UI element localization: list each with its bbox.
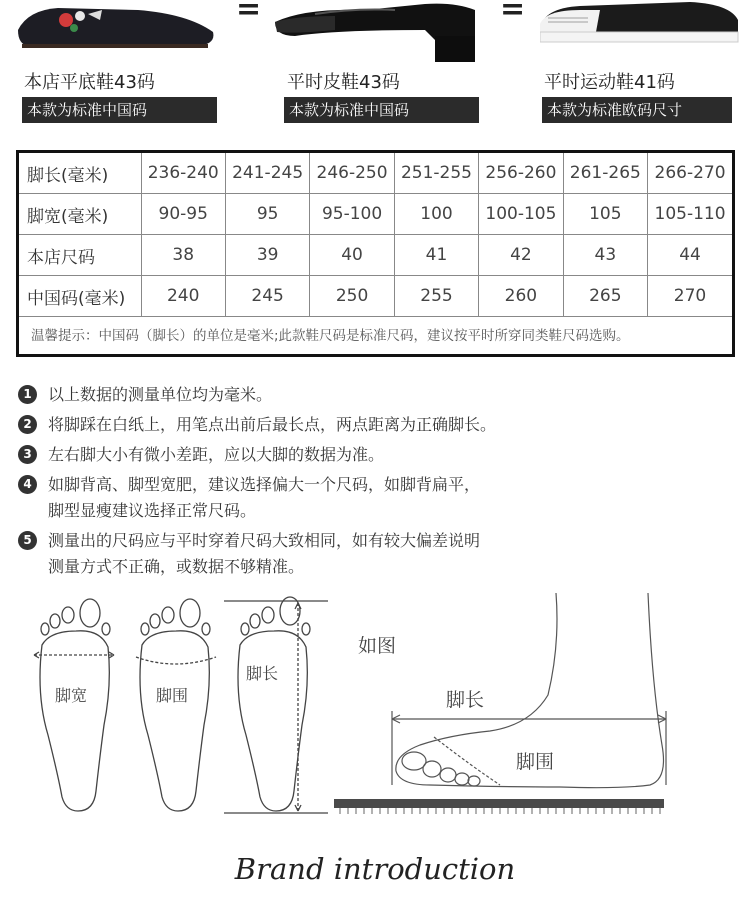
- label-foot-width: 脚宽: [55, 686, 88, 705]
- table-cell: 40: [310, 235, 394, 276]
- table-cell: 241-245: [225, 153, 309, 194]
- table-cell: 265: [563, 276, 647, 317]
- measurement-notes: [18, 382, 718, 584]
- table-cell: 41: [394, 235, 478, 276]
- note-item: [18, 528, 718, 580]
- equals-sign-1: =: [236, 0, 262, 27]
- note-number-icon: 4: [18, 475, 37, 494]
- table-cell: 250: [310, 276, 394, 317]
- foot-measure-illustration: [0, 585, 750, 825]
- footprint-length: [224, 597, 328, 813]
- table-row: [19, 153, 732, 194]
- label-foot-length: 脚长: [246, 664, 279, 683]
- table-cell: 38: [141, 235, 225, 276]
- table-cell: 39: [225, 235, 309, 276]
- ruler-bar: [334, 799, 664, 808]
- row-header: 中国码(毫米): [19, 276, 141, 317]
- table-cell: 266-270: [648, 153, 732, 194]
- table-cell: 105-110: [648, 194, 732, 235]
- table-row: [19, 276, 732, 317]
- leather-shoe-image: [275, 0, 480, 62]
- size-chart-table: [16, 150, 735, 357]
- table-cell: 245: [225, 276, 309, 317]
- table-cell: 255: [394, 276, 478, 317]
- equals-sign-2: =: [500, 0, 526, 27]
- note-text: 测量方式不正确，或数据不够精准。: [48, 557, 305, 576]
- table-cell: 44: [648, 235, 732, 276]
- row-header: 脚长(毫米): [19, 153, 141, 194]
- ruler-ticks: [340, 808, 660, 814]
- table-cell: 251-255: [394, 153, 478, 194]
- table-cell: 256-260: [479, 153, 563, 194]
- note-item: [18, 472, 718, 524]
- brand-introduction-title: Brand introduction: [234, 852, 516, 886]
- note-text: 将脚踩在白纸上，用笔点出前后最长点，两点距离为正确脚长。: [48, 415, 497, 434]
- shoe-comparison: [0, 0, 750, 130]
- note-number-icon: 2: [18, 415, 37, 434]
- row-header: 本店尺码: [19, 235, 141, 276]
- table-cell: 95: [225, 194, 309, 235]
- shoe-tag-3: 本款为标准欧码尺寸: [542, 97, 732, 123]
- table-cell: 90-95: [141, 194, 225, 235]
- shoe-title-3: 平时运动鞋41码: [544, 72, 675, 93]
- shoe-title-1: 本店平底鞋43码: [24, 72, 155, 93]
- table-cell: 261-265: [563, 153, 647, 194]
- shoe-title-2: 平时皮鞋43码: [287, 72, 400, 93]
- table-cell: 105: [563, 194, 647, 235]
- table-cell: 236-240: [141, 153, 225, 194]
- note-number-icon: 3: [18, 445, 37, 464]
- label-foot-girth: 脚围: [156, 686, 189, 705]
- sneaker-image: [540, 0, 740, 44]
- table-cell: 260: [479, 276, 563, 317]
- table-cell: 246-250: [310, 153, 394, 194]
- note-text: 以上数据的测量单位均为毫米。: [48, 385, 273, 404]
- foot-diagrams: [0, 585, 750, 825]
- note-number-icon: 5: [18, 531, 37, 550]
- table-cell: 100-105: [479, 194, 563, 235]
- size-tip: 温馨提示：中国码（脚长）的单位是毫米;此款鞋尺码是标准尺码，建议按平时所穿同类鞋尺码选购。: [31, 328, 630, 344]
- note-item: [18, 412, 718, 438]
- note-item: [18, 382, 718, 408]
- table-row: [19, 235, 732, 276]
- shoe-tag-2: 本款为标准中国码: [284, 97, 479, 123]
- label-as-shown: 如图: [358, 635, 397, 657]
- table-cell: 240: [141, 276, 225, 317]
- row-header: 脚宽(毫米): [19, 194, 141, 235]
- table-cell: 270: [648, 276, 732, 317]
- table-cell: 100: [394, 194, 478, 235]
- note-item: [18, 442, 718, 468]
- table-cell: 43: [563, 235, 647, 276]
- note-text: 测量出的尺码应与平时穿着尺码大致相同，如有较大偏差说明: [48, 531, 481, 550]
- table-cell: 95-100: [310, 194, 394, 235]
- label-side-length: 脚长: [446, 689, 485, 711]
- note-number-icon: 1: [18, 385, 37, 404]
- flat-shoe-image: [18, 0, 218, 50]
- note-text: 脚型显瘦建议选择正常尺码。: [48, 501, 257, 520]
- shoe-tag-1: 本款为标准中国码: [22, 97, 217, 123]
- note-text: 左右脚大小有微小差距，应以大脚的数据为准。: [48, 445, 385, 464]
- note-text: 如脚背高、脚型宽肥，建议选择偏大一个尺码，如脚背扁平，: [48, 475, 481, 494]
- table-cell: 42: [479, 235, 563, 276]
- table-row: [19, 194, 732, 235]
- label-side-girth: 脚围: [516, 751, 555, 773]
